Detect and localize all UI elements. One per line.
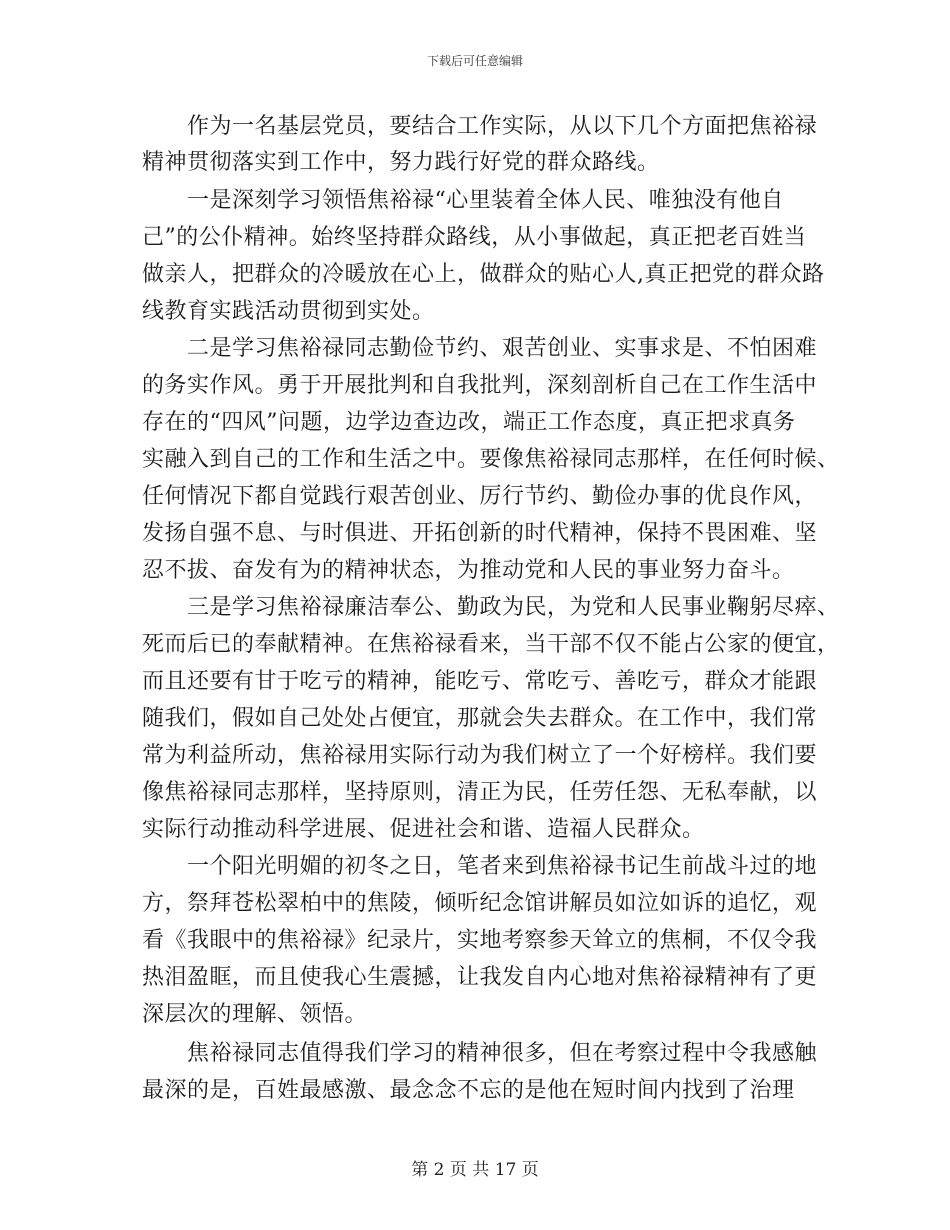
text-line: 常为利益所动，焦裕禄用实际行动为我们树立了一个好榜样。我们要 [142,743,818,768]
text-line: 热泪盈眶，而且使我心生震撼，让我发自内心地对焦裕禄精神有了更 [142,965,818,990]
text-line: 一是深刻学习领悟焦裕禄“心里装着全体人民、唯独没有他自 [142,188,784,213]
text-line: 实际行动推动科学进展、促进社会和谐、造福人民群众。 [142,817,705,842]
text-line: 精神贯彻落实到工作中，努力践行好党的群众路线。 [142,150,660,175]
text-line: 二是学习焦裕禄同志勤俭节约、艰苦创业、实事求是、不怕困难 [142,336,818,361]
text-line: 死而后已的奉献精神。在焦裕禄看来，当干部不仅不能占公家的便宜， [142,632,840,657]
text-line: 深层次的理解、领悟。 [142,1002,368,1027]
text-line: 像焦裕禄同志那样，坚持原则，清正为民，任劳任怨、无私奉献，以 [142,780,818,805]
text-line: 方，祭拜苍松翠柏中的焦陵，倾听纪念馆讲解员如泣如诉的追忆，观 [142,891,818,916]
text-line: 任何情况下都自觉践行艰苦创业、厉行节约、勤俭办事的优良作风， [142,484,818,509]
text-line: 发扬自强不息、与时俱进、开拓创新的时代精神，保持不畏困难、坚 [142,521,818,546]
text-line: 己”的公仆精神。始终坚持群众路线，从小事做起，真正把老百姓当 [142,225,807,250]
text-line: 的务实作风。勇于开展批判和自我批判，深刻剖析自己在工作生活中 [142,373,818,398]
page-header: 下载后可任意编辑 [426,54,523,68]
text-line: 做亲人，把群众的冷暖放在心上，做群众的贴心人,真正把党的群众路 [142,262,825,287]
text-line: 实融入到自己的工作和生活之中。要像焦裕禄同志那样，在任何时候、 [142,447,840,472]
text-line: 作为一名基层党员，要结合工作实际，从以下几个方面把焦裕禄 [142,114,818,139]
text-line: 一个阳光明媚的初冬之日，笔者来到焦裕禄书记生前战斗过的地 [142,854,818,879]
text-line: 线教育实践活动贯彻到实处。 [142,299,435,324]
text-line: 三是学习焦裕禄廉洁奉公、勤政为民，为党和人民事业鞠躬尽瘁、 [142,595,840,620]
text-line: 忍不拔、奋发有为的精神状态，为推动党和人民的事业努力奋斗。 [142,558,795,583]
text-line: 随我们，假如自己处处占便宜，那就会失去群众。在工作中，我们常 [142,706,818,731]
page-footer: 第 2 页 共 17 页 [411,1160,539,1180]
text-line: 焦裕禄同志值得我们学习的精神很多，但在考察过程中令我感触 [142,1041,818,1066]
text-line: 而且还要有甘于吃亏的精神，能吃亏、常吃亏、善吃亏，群众才能跟 [142,669,818,694]
text-line: 存在的“四风”问题，边学边查边改，端正工作态度，真正把求真务 [142,410,796,435]
text-line: 看《我眼中的焦裕禄》纪录片，实地考察参天耸立的焦桐，不仅令我 [142,928,818,953]
text-line: 最深的是，百姓最感激、最念念不忘的是他在短时间内找到了治理 [142,1078,795,1103]
